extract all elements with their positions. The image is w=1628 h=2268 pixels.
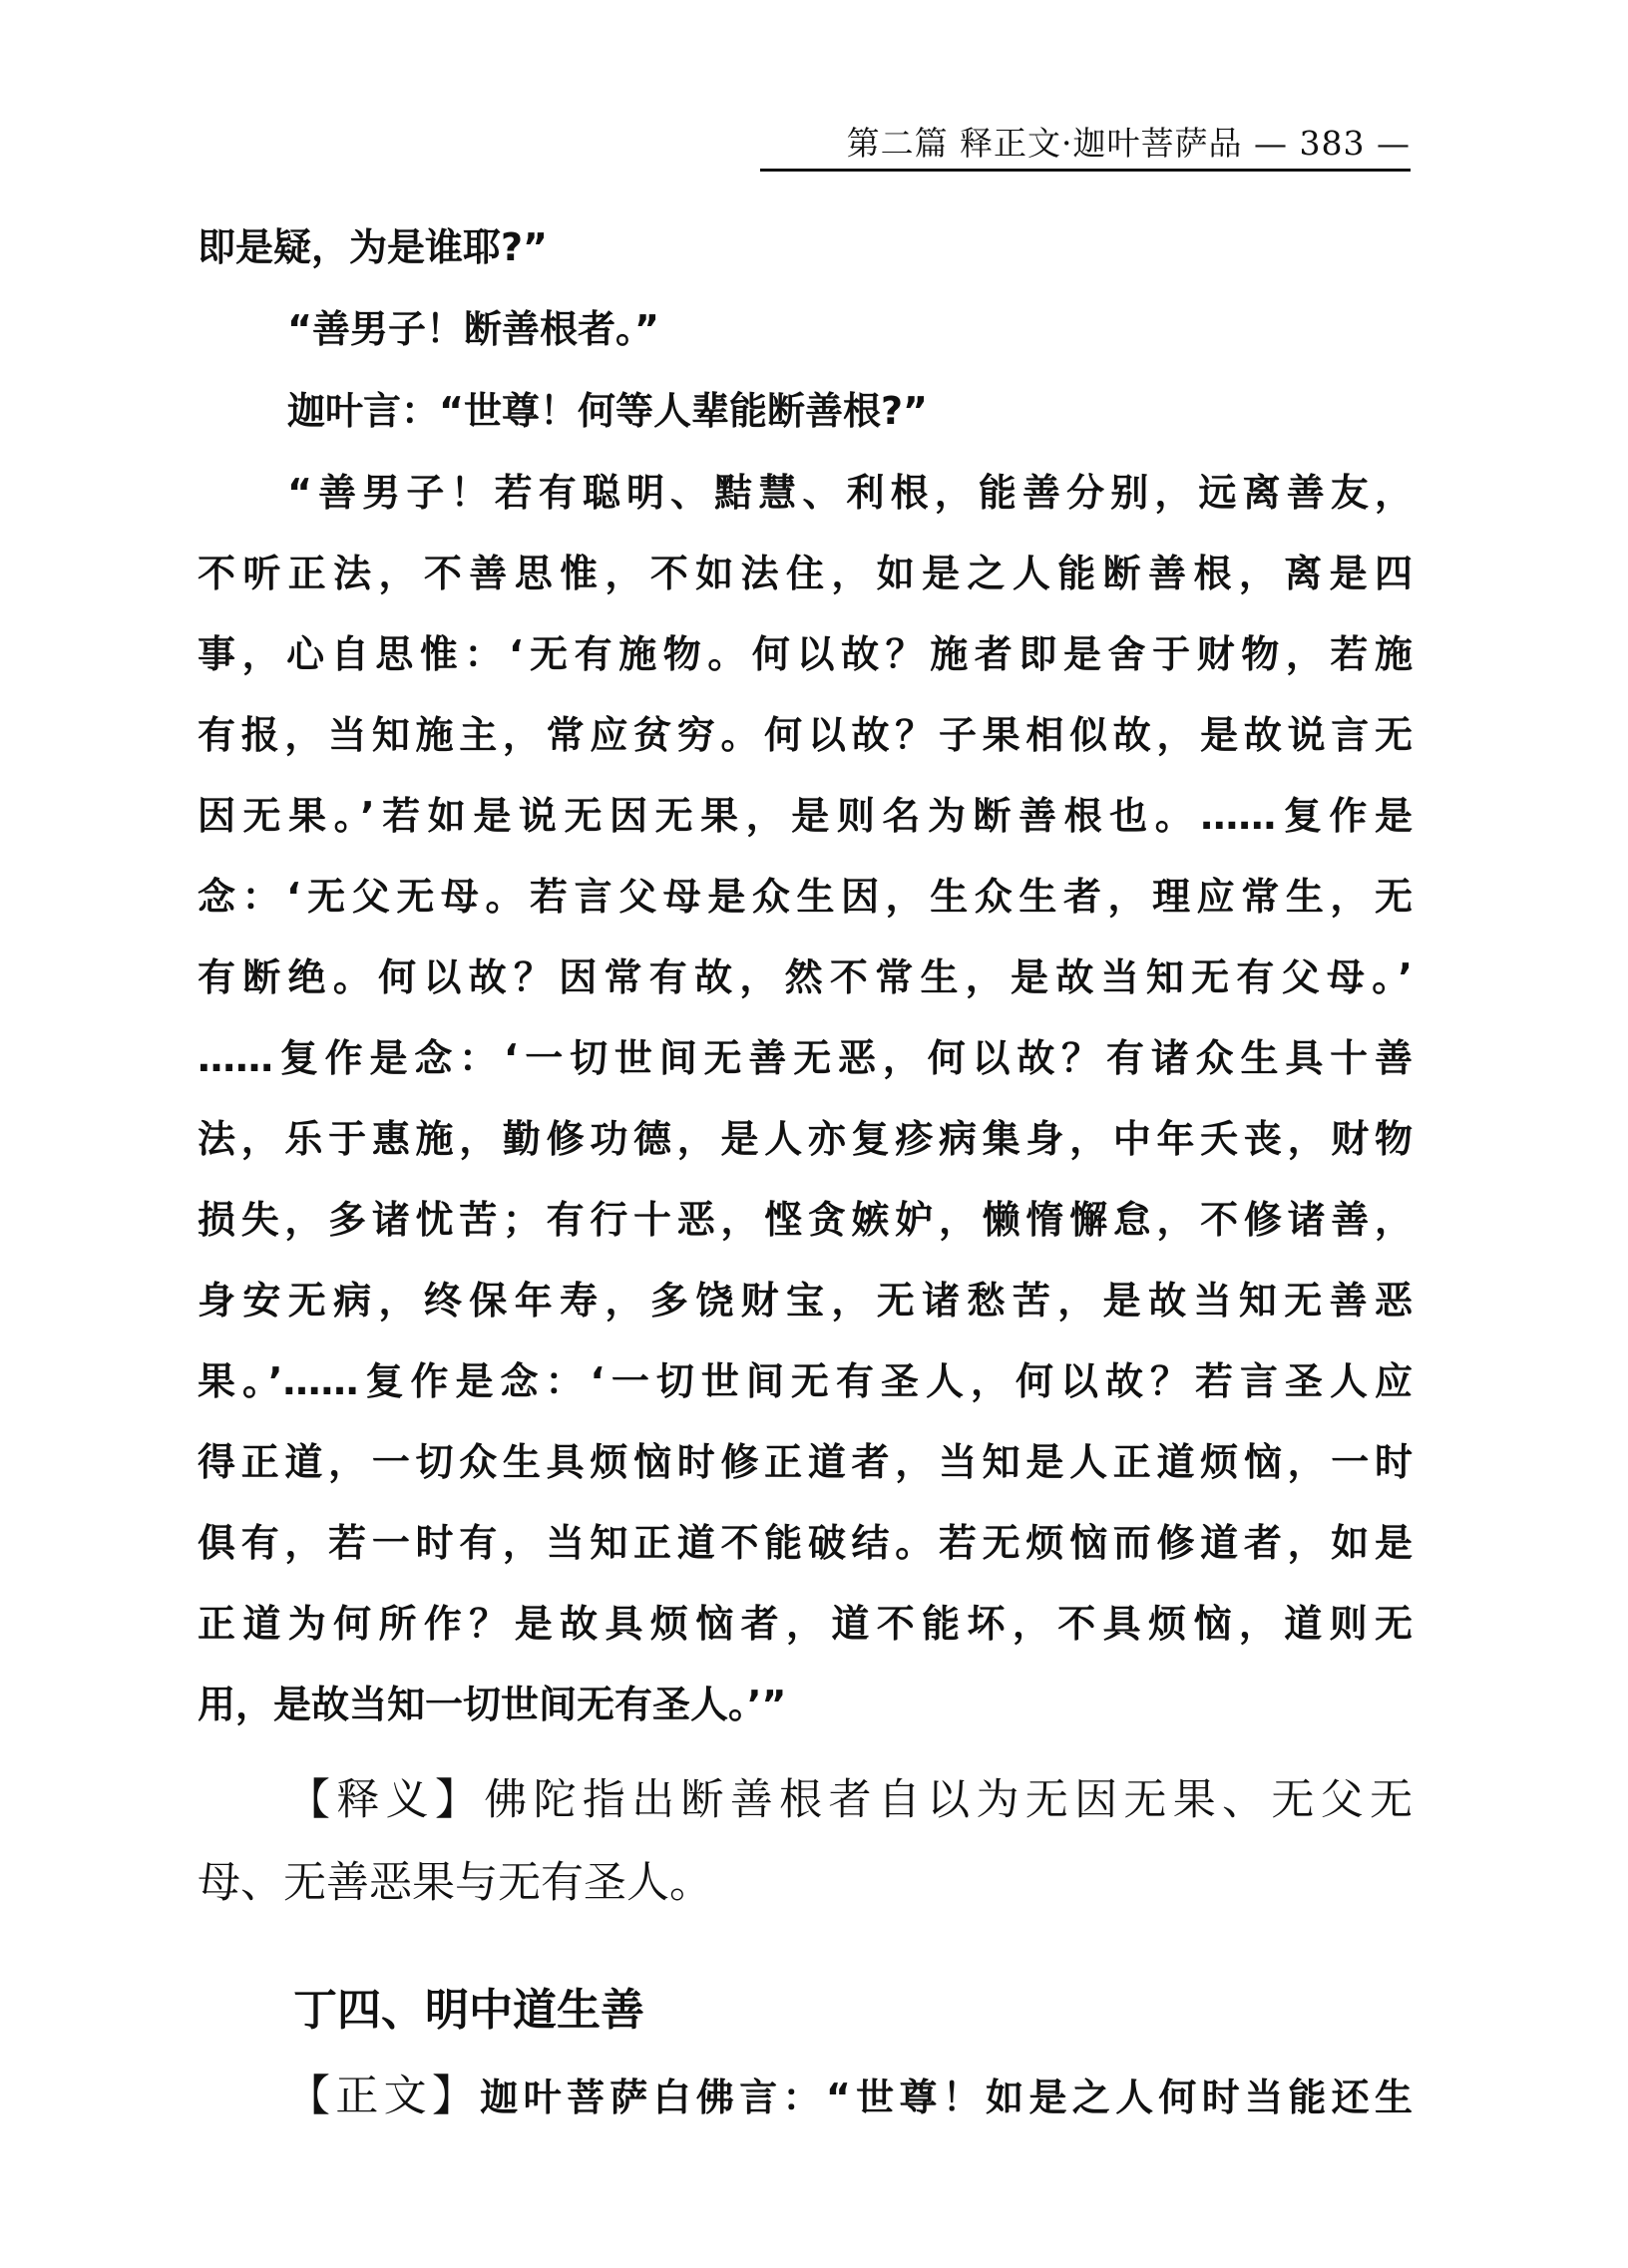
text-line: 损失，多诸忧苦；有行十恶，悭贪嫉妒，懒惰懈怠，不修诸善， bbox=[198, 1198, 1413, 1242]
text-line: 事，心自思惟：‘无有施物。何以故？施者即是舍于财物，若施 bbox=[198, 632, 1413, 676]
text-line: 因无果。’若如是说无因无果，是则名为断善根也。……复作是 bbox=[198, 794, 1413, 838]
main-text-content: 迦叶菩萨白佛言：“世尊！如是之人何时当能还生 bbox=[480, 2076, 1413, 2119]
text-line: ……复作是念：‘一切世间无善无恶，何以故？有诸众生具十善 bbox=[198, 1036, 1413, 1080]
text-line: 有报，当知施主，常应贫穷。何以故？子果相似故，是故说言无 bbox=[198, 713, 1413, 757]
text-line: 法，乐于惠施，勤修功德，是人亦复疹病集身，中年夭丧，财物 bbox=[198, 1117, 1413, 1161]
explanation-line: 【释义】佛陀指出断善根者自以为无因无果、无父无 bbox=[287, 1775, 1413, 1825]
text-line: 用，是故当知一切世间无有圣人。’” bbox=[198, 1683, 787, 1726]
running-header: 第二篇 释正文·迦叶菩萨品 — 383 — bbox=[760, 118, 1411, 172]
text-line: 得正道，一切众生具烦恼时修正道者，当知是人正道烦恼，一时 bbox=[198, 1440, 1413, 1484]
text-line: 身安无病，终保年寿，多饶财宝，无诸愁苦，是故当知无善恶 bbox=[198, 1279, 1413, 1323]
text-line: “善男子！若有聪明、黠慧、利根，能善分别，远离善友， bbox=[287, 471, 1413, 515]
text-line: 即是疑，为是谁耶?” bbox=[198, 225, 549, 269]
text-line: 不听正法，不善思惟，不如法住，如是之人能断善根，离是四 bbox=[198, 552, 1413, 595]
text-line: 迦叶言：“世尊！何等人辈能断善根?” bbox=[287, 389, 928, 433]
text-line: 正道为何所作？是故具烦恼者，道不能坏，不具烦恼，道则无 bbox=[198, 1602, 1413, 1646]
main-text-line bbox=[287, 2067, 1413, 2126]
text-line: 有断绝。何以故？因常有故，然不常生，是故当知无有父母。’ bbox=[198, 955, 1413, 999]
text-line: 念：‘无父无母。若言父母是众生因，生众生者，理应常生，无 bbox=[198, 875, 1413, 919]
explanation-line: 母、无善恶果与无有圣人。 bbox=[198, 1858, 712, 1908]
text-line: 俱有，若一时有，当知正道不能破结。若无烦恼而修道者，如是 bbox=[198, 1521, 1413, 1565]
text-line: 果。’……复作是念：‘一切世间无有圣人，何以故？若言圣人应 bbox=[198, 1359, 1413, 1403]
section-heading: 丁四、明中道生善 bbox=[293, 1985, 644, 2036]
text-line: “善男子！断善根者。” bbox=[287, 307, 659, 351]
main-text-tag: 【正文】 bbox=[287, 2072, 481, 2121]
